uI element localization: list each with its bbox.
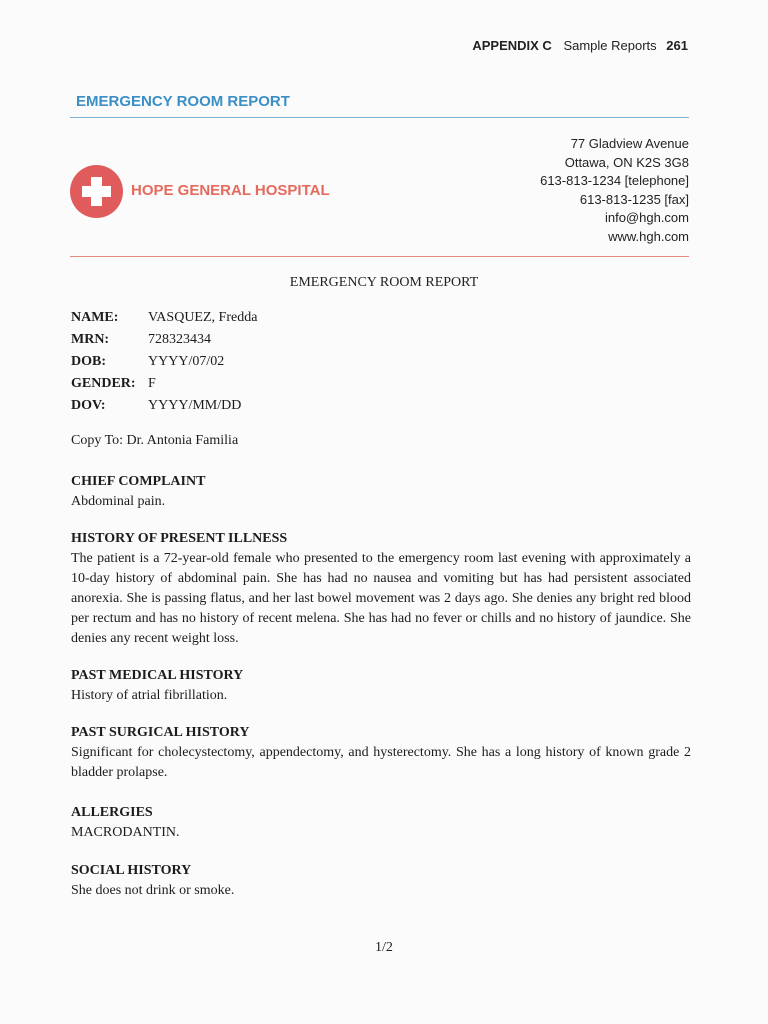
patient-field-label: GENDER: bbox=[71, 376, 136, 391]
patient-info bbox=[71, 307, 257, 417]
section-heading: CHIEF COMPLAINT bbox=[71, 474, 206, 489]
book-page-number: 261 bbox=[666, 38, 688, 53]
address-city: Ottawa, ON K2S 3G8 bbox=[564, 154, 689, 170]
patient-field-label: DOB: bbox=[71, 354, 106, 369]
section-text: MACRODANTIN. bbox=[71, 825, 180, 840]
section-heading: PAST MEDICAL HISTORY bbox=[71, 668, 244, 683]
address-telephone: 613-813-1234 [telephone] bbox=[540, 173, 689, 189]
patient-field-value: YYYY/07/02 bbox=[148, 354, 225, 369]
section-text: Abdominal pain. bbox=[71, 494, 166, 509]
section-past-surgical-history bbox=[71, 723, 691, 783]
section-history-present-illness bbox=[71, 529, 691, 649]
section-text: Significant for cholecystectomy, appendectomy, and hysterectomy. She has a long history of known grade 2 bladder prolapse. bbox=[71, 745, 691, 780]
patient-name-row bbox=[71, 307, 257, 329]
patient-field-value: 728323434 bbox=[148, 332, 211, 347]
report-title: EMERGENCY ROOM REPORT bbox=[289, 275, 479, 290]
address-street: 77 Gladview Avenue bbox=[570, 136, 689, 151]
blue-divider bbox=[70, 117, 689, 118]
patient-field-value: VASQUEZ, Fredda bbox=[148, 310, 258, 325]
section-heading: SOCIAL HISTORY bbox=[71, 863, 192, 878]
red-cross-icon bbox=[70, 165, 123, 218]
address-email: info@hgh.com bbox=[604, 210, 689, 226]
address-website: www.hgh.com bbox=[608, 228, 689, 244]
section-banner-title: EMERGENCY ROOM REPORT bbox=[76, 93, 290, 110]
patient-dob-row bbox=[71, 351, 257, 373]
copy-to: Copy To: Dr. Antonia Familia bbox=[71, 433, 239, 448]
patient-field-value: YYYY/MM/DD bbox=[148, 398, 242, 413]
appendix-label: APPENDIX C bbox=[472, 38, 552, 53]
address-fax: 613-813-1235 [fax] bbox=[579, 191, 689, 207]
patient-field-value: F bbox=[148, 376, 156, 391]
red-divider bbox=[70, 256, 689, 257]
hospital-name: HOPE GENERAL HOSPITAL bbox=[131, 182, 330, 199]
section-heading: HISTORY OF PRESENT ILLNESS bbox=[71, 531, 288, 546]
section-allergies bbox=[71, 803, 691, 843]
patient-field-label: DOV: bbox=[71, 398, 106, 413]
patient-gender-row bbox=[71, 373, 257, 395]
appendix-title: Sample Reports bbox=[563, 38, 657, 53]
section-text: She does not drink or smoke. bbox=[71, 883, 235, 898]
patient-mrn-row bbox=[71, 329, 257, 351]
section-text: The patient is a 72-year-old female who presented to the emergency room last evening with approximately a 10-day history of abdominal pain. She has had no nausea and vomiting but has had persistent associated anorexia. She is passing flatus, and her last bowel movement was 2 days ago. She denies any bright red blood per rectum and has no history of recent melena. She has had no fever or chills and no history of jaundice. She denies any recent weight loss. bbox=[71, 551, 691, 646]
section-chief-complaint bbox=[71, 472, 691, 512]
running-header bbox=[472, 38, 688, 53]
patient-field-label: NAME: bbox=[71, 310, 119, 325]
section-heading: PAST SURGICAL HISTORY bbox=[71, 725, 250, 740]
patient-field-label: MRN: bbox=[71, 332, 110, 347]
hospital-address bbox=[540, 135, 689, 247]
section-past-medical-history bbox=[71, 666, 691, 706]
section-social-history bbox=[71, 861, 691, 901]
page-indicator: 1/2 bbox=[375, 940, 393, 955]
section-text: History of atrial fibrillation. bbox=[71, 688, 228, 703]
section-heading: ALLERGIES bbox=[71, 805, 153, 820]
patient-dov-row bbox=[71, 395, 257, 417]
